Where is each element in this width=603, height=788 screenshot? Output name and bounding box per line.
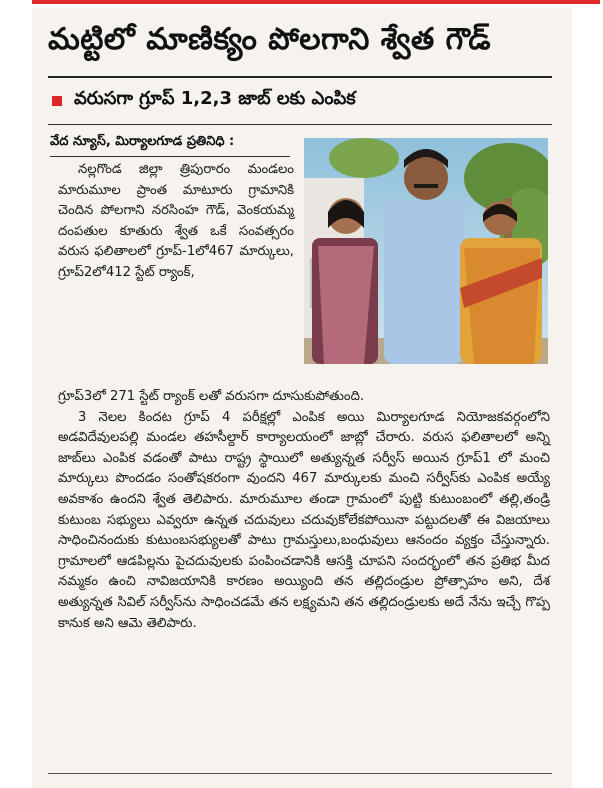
headline: మట్టిలో మాణిక్యం పోలగాని శ్వేత గౌడ్ (48, 22, 492, 57)
bottom-rule (48, 773, 552, 774)
paragraph-1-wrapped: నల్లగొండ జిల్లా త్రిపురారం మండలం మారుమూల ప్రాంత మాటూరు గ్రామానికి చెందిన పోలగాని నరసింహ గౌడ్, వెంకయమ్మ దంపతుల కూతురు శ్వేత ఒకే సంవత్సరం వరుస ఫలితాలలో గ్రూప్-1లో467 మార్కులు, గ్రూప్2లో412 స్టేట్ ర్యాంక్, (58, 162, 294, 280)
photo-illustration (304, 138, 548, 364)
paragraph-1-continued (58, 387, 550, 634)
dateline-rule (50, 156, 290, 157)
bullet-square-icon (52, 96, 62, 106)
subheadline-rule (48, 124, 552, 125)
dateline: వేద న్యూస్, మిర్యాలగూడ ప్రతినిధి : (50, 134, 235, 149)
subheadline (52, 88, 552, 113)
subheadline-text: వరుసగా గ్రూప్ 1,2,3 జాబ్ లకు ఎంపిక (74, 88, 356, 109)
paragraph-1-full-line: గ్రూప్3లో 271 స్టేట్ ర్యాంక్ లతో వరుసగా దూసుకుపోతుంది. (58, 389, 365, 404)
family-photo (304, 138, 548, 364)
headline-rule (48, 76, 552, 78)
paragraph-2: 3 నెలల కిందట గ్రూప్ 4 పరీక్షల్లో ఎంపిక అయి మిర్యాలగూడ నియోజకవర్గంలోని అడవిదేవులపల్లి మండల తహసీల్దార్ కార్యాలయంలో జాబ్లో చేరారు. వరుస ఫలితాలలో అన్ని జాబ్‌లు ఎంపిక వడంతో పాటు రాష్ట్ర స్థాయిలో అత్యున్నత సర్వీస్ అయిన గ్రూప్1 లో మంచి మార్కులు పొందడం సంతోషకరంగా వుందని 467 మార్కులకు మంచి సర్వీస్‌కు ఎంపిక అయ్యే అవకాశం ఉందని శ్వేత తెలిపారు. మారుమూల తండా గ్రామంలో పుట్టి కుటుంబంలో తల్లి,తండ్రి కుటుంబ సభ్యులు ఎవ్వరూ ఉన్నత చదువులు చదువుకోలేకపోయినా పట్టుదలతో ఈ విజయాలు సాధించినందుకు కుటుంబసభ్యులతో పాటు గ్రామస్తులు,బంధువులు ఆనందం వ్యక్తం చేస్తున్నారు. గ్రామాలలో ఆడపిల్లను పైచదువులకు పంపించడానికి ఆసక్తి చూపని సందర్భంలో తన ప్రతిభ మీద నమ్మకం ఉంచి నావిజయానికి కారణం అయ్యింది తన తల్లిదండ్రుల ప్రోత్సాహం అని, దేశ అత్యున్నత సివిల్ సర్వీస్‌ను సాధించడమే తన లక్ష్యమని తన తల్లిదండ్రులకు అదే నేను ఇచ్చే గొప్ప కానుక అని ఆమె తెలిపారు. (58, 409, 550, 631)
top-accent-bar (32, 0, 600, 4)
